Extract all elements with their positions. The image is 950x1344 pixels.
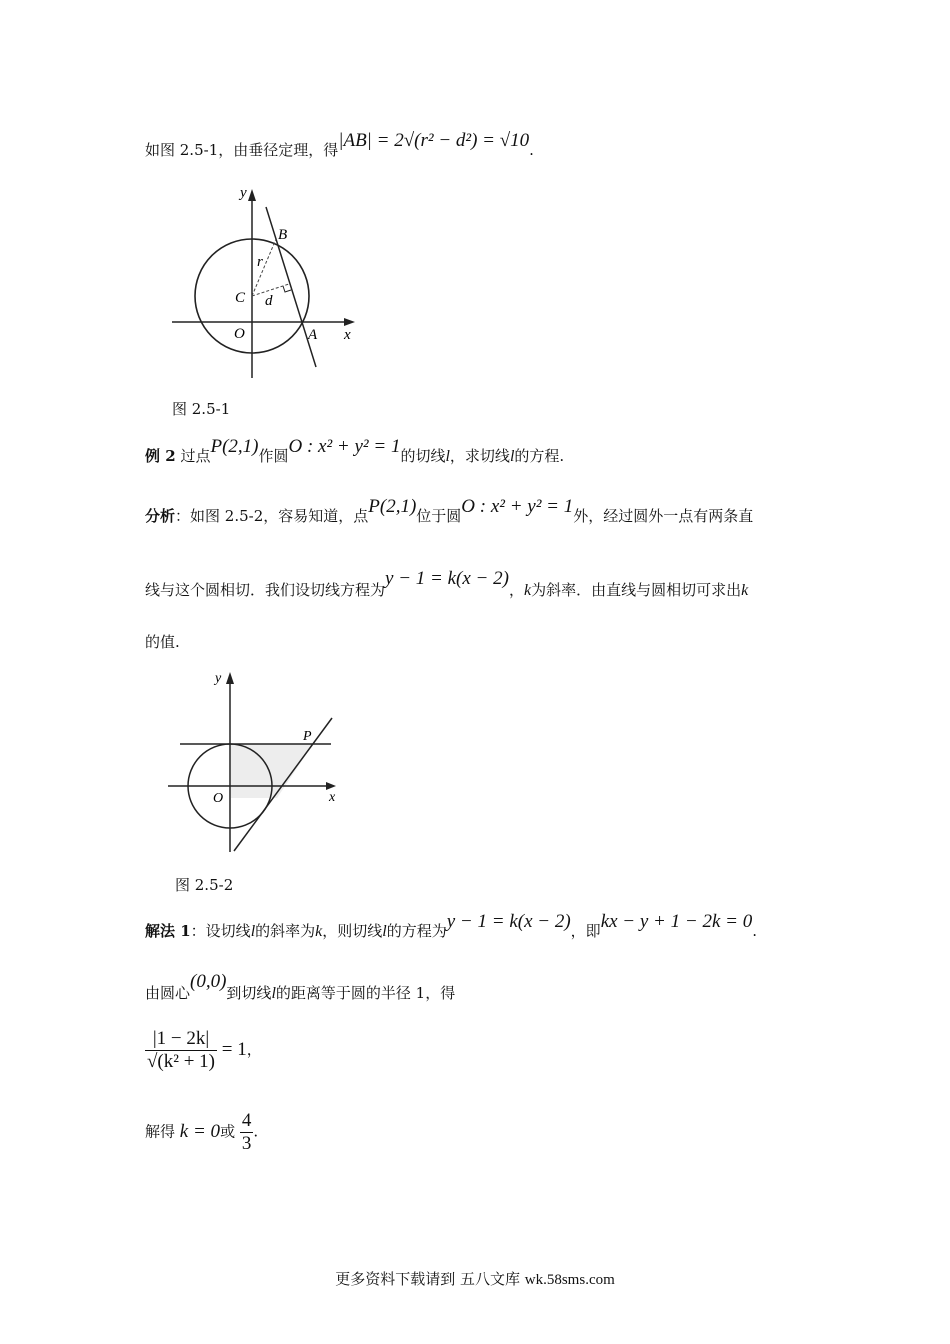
- sol-text-8: 的距离等于圆的半径 1，得: [275, 984, 456, 1002]
- example-2: [145, 436, 565, 468]
- label-o: O: [213, 791, 224, 806]
- analysis-text-4: 线与这个圆相切．我们设切线方程为: [145, 581, 386, 599]
- label-p: P: [303, 729, 312, 744]
- sol-text-4: 的方程为: [386, 922, 447, 940]
- sol-end: .: [752, 922, 757, 940]
- footer: [0, 1268, 950, 1289]
- solution-line-2: [145, 971, 456, 1005]
- ex2-text-3: 的切线: [400, 447, 446, 465]
- p1-text: 如图 2.5-1，由垂径定理，得: [145, 141, 339, 159]
- sol-l-3: l: [271, 985, 276, 1002]
- analysis-text-2: 位于圆: [416, 507, 462, 525]
- fraction-denominator: √(k² + 1): [147, 1051, 215, 1072]
- ex2-point: P(2,1): [210, 436, 259, 457]
- analysis-label: 分析: [145, 507, 176, 525]
- label-r: r: [257, 254, 263, 270]
- sol-l-1: l: [250, 923, 256, 940]
- analysis-k-1: k: [523, 582, 532, 599]
- ex2-text-1: 过点: [180, 447, 211, 465]
- analysis-text-6: 为斜率．由直线与圆相切可求出: [531, 581, 742, 599]
- result-fraction: [240, 1110, 254, 1155]
- analysis-text-5: ，: [508, 581, 524, 599]
- figure-2-5-2: [165, 668, 345, 858]
- ex2-l-1: l: [445, 448, 450, 465]
- analysis-line-2: [145, 568, 749, 602]
- sol-comma: ，: [246, 1040, 262, 1059]
- p1-end: .: [529, 141, 534, 159]
- sol-text-3: ，则切线: [322, 922, 383, 940]
- label-x: x: [329, 790, 336, 805]
- footer-text: 更多资料下载请到 五八文库: [335, 1270, 525, 1288]
- solution-result: [145, 1110, 258, 1155]
- label-d: d: [265, 293, 273, 309]
- sol-dot: .: [253, 1122, 259, 1141]
- label-c: C: [235, 290, 246, 306]
- label-a: A: [308, 327, 318, 343]
- x-axis-arrow: [344, 318, 355, 326]
- result-numerator: 4: [241, 1110, 252, 1131]
- sol-text-6: 由圆心: [145, 984, 191, 1002]
- right-angle-mark: [283, 286, 291, 292]
- analysis-circle: O : x² + y² = 1: [461, 496, 574, 517]
- analysis-text-3: 外，经过圆外一点有两条直: [573, 507, 754, 525]
- result-denominator: 3: [241, 1133, 252, 1154]
- y-axis-arrow: [226, 672, 234, 684]
- p1-formula: |AB| = 2√(r² − d²) = √10: [338, 130, 530, 151]
- sol-l-2: l: [382, 923, 387, 940]
- analysis-text-1: ：如图 2.5-2，容易知道，点: [175, 507, 369, 525]
- ex2-l-2: l: [509, 448, 515, 465]
- radius-r: [252, 239, 276, 296]
- analysis-tangent-eq: y − 1 = k(x − 2): [385, 568, 509, 589]
- solution-line-1: [145, 911, 757, 943]
- analysis-point: P(2,1): [368, 496, 417, 517]
- figure-2-caption: 图 2.5-2: [175, 876, 234, 894]
- ex2-text-2: 作圆: [258, 447, 289, 465]
- sol-text-2: 的斜率为: [255, 922, 316, 940]
- figure-2-5-1: [170, 183, 370, 383]
- solution-label: 解法 1: [145, 922, 191, 940]
- ex2-text-5: 的方程.: [514, 447, 565, 465]
- x-axis-arrow: [326, 782, 336, 790]
- sol-tangent-eq: y − 1 = k(x − 2): [446, 911, 571, 932]
- label-y: y: [240, 185, 247, 201]
- analysis-line-1: [145, 496, 754, 527]
- paragraph-1: [145, 130, 534, 161]
- distance-fraction: [145, 1028, 217, 1073]
- sol-text-7: 到切线: [226, 984, 272, 1002]
- footer-url[interactable]: wk.58sms.com: [524, 1272, 615, 1288]
- sol-text-9: 解得: [145, 1122, 176, 1141]
- distance-equation: [145, 1028, 262, 1073]
- sol-general-eq: kx − y + 1 − 2k = 0: [600, 911, 753, 932]
- sol-center: (0,0): [190, 971, 227, 992]
- label-x: x: [344, 327, 351, 343]
- ex2-text-4: ，求切线: [449, 447, 510, 465]
- example-label: 例 2: [145, 447, 176, 465]
- analysis-text-7: 的值.: [145, 633, 180, 651]
- result-k-zero: k = 0: [179, 1120, 221, 1142]
- figure-1-caption: 图 2.5-1: [172, 400, 231, 418]
- label-o: O: [234, 326, 245, 342]
- sol-or: 或: [220, 1122, 236, 1141]
- y-axis-arrow: [248, 189, 256, 201]
- sol-text-1: ：设切线: [190, 922, 251, 940]
- sol-k-1: k: [315, 923, 323, 940]
- label-y: y: [215, 671, 222, 686]
- fraction-rhs: = 1: [221, 1038, 247, 1060]
- analysis-k-2: k: [741, 582, 749, 599]
- label-b: B: [278, 227, 288, 243]
- sol-text-5: ，即: [570, 922, 601, 940]
- analysis-line-3: [145, 631, 180, 653]
- fraction-numerator: |1 − 2k|: [145, 1028, 217, 1051]
- ex2-circle: O : x² + y² = 1: [288, 436, 401, 457]
